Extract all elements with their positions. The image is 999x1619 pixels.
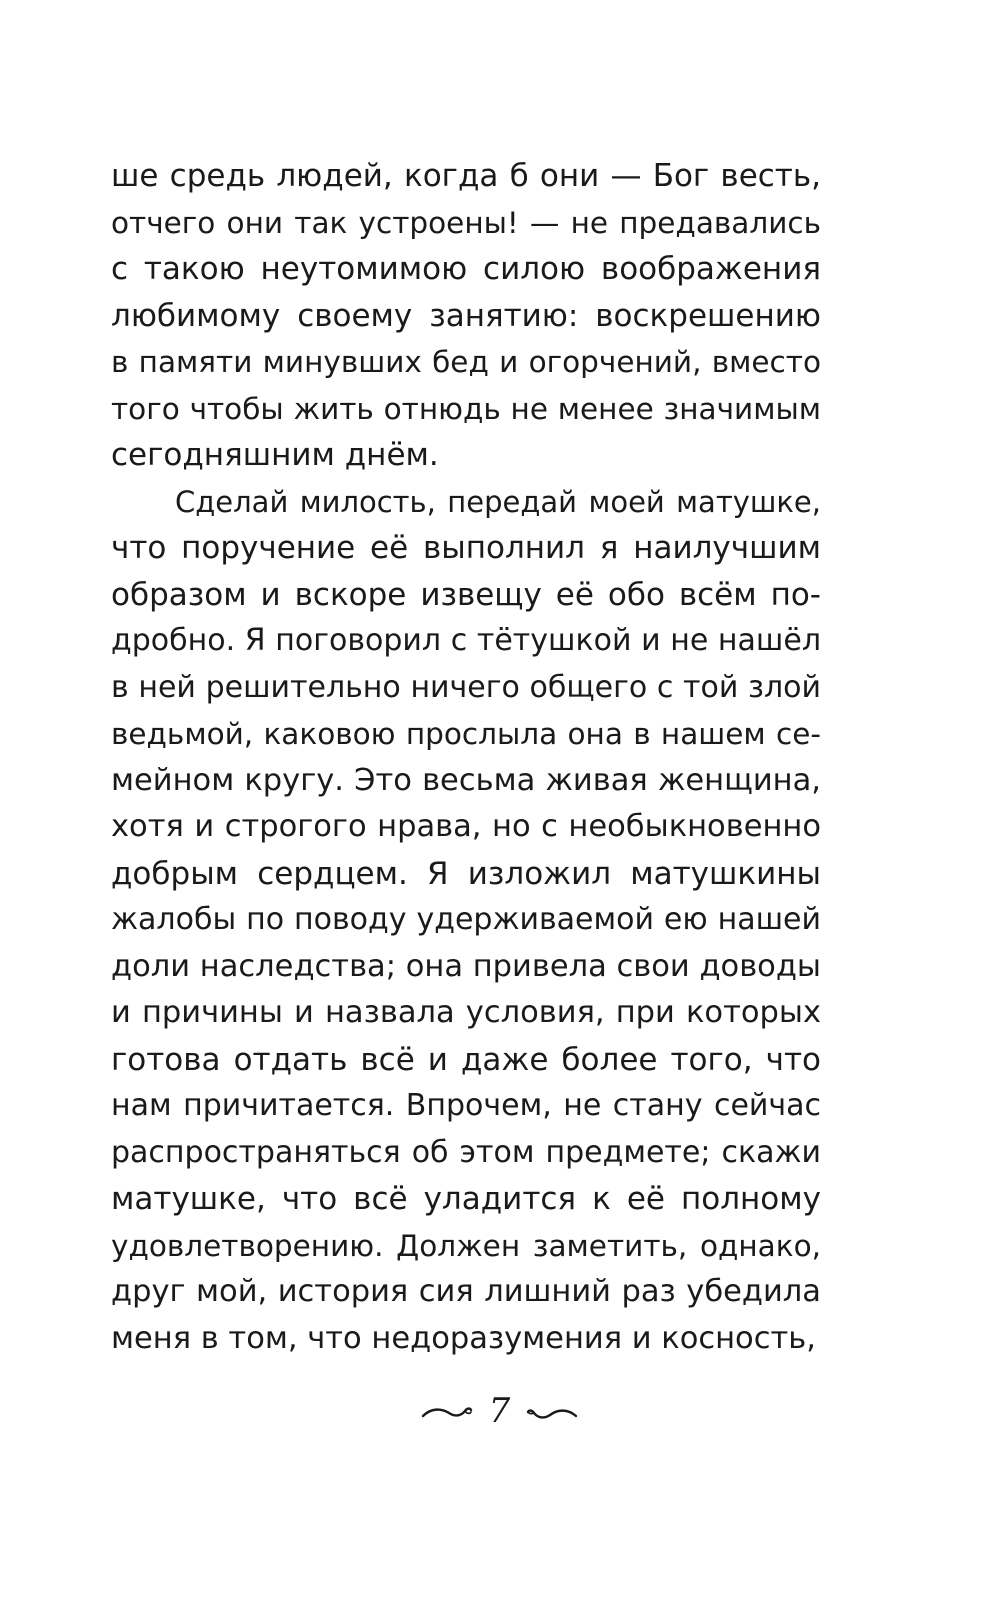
text-line: мейном кругу. Это весьма живая женщина, bbox=[111, 762, 821, 798]
text-line: жалобы по поводу удерживаемой ею нашей bbox=[111, 902, 821, 937]
text-line: того чтобы жить отнюдь не менее значимым bbox=[111, 391, 821, 426]
text-line: сегодняшним днём. bbox=[111, 437, 439, 473]
text-line: удовлетворению. Должен заметить, однако, bbox=[111, 1228, 821, 1263]
text-line: Сделай милость, передай моей матушке, bbox=[175, 484, 821, 519]
text-line: отчего они так устроены! — не предавались bbox=[111, 205, 821, 240]
text-line: распространяться об этом предмете; скажи bbox=[111, 1134, 821, 1170]
text-line: ведьмой, каковою прослыла она в нашем се- bbox=[111, 717, 821, 751]
text-line: любимому своему занятию: воскрешению bbox=[111, 297, 821, 334]
text-line: дробно. Я поговорил с тётушкой и не нашёл bbox=[111, 623, 821, 658]
text-line: доли наследства; она привела свои доводы bbox=[111, 948, 821, 984]
text-line: готова отдать всё и даже более того, что bbox=[111, 1041, 821, 1078]
page-folio bbox=[0, 1386, 999, 1436]
text-line: матушке, что всё уладится к её полному bbox=[111, 1181, 821, 1217]
text-line: и причины и назвала условия, при которых bbox=[111, 995, 821, 1030]
text-line: друг мой, история сия лишний раз убедила bbox=[111, 1274, 821, 1309]
paragraph bbox=[111, 479, 821, 1363]
page-number: 7 bbox=[488, 1391, 511, 1431]
paragraph bbox=[111, 153, 821, 479]
text-line: что поручение её выполнил я наилучшим bbox=[111, 530, 821, 566]
body-text bbox=[111, 153, 821, 1362]
text-line: в памяти минувших бед и огорчений, вместо bbox=[111, 345, 821, 379]
right-flourish-icon bbox=[526, 1399, 578, 1423]
text-line: образом и вскоре извещу её обо всём по- bbox=[111, 576, 821, 613]
text-line: в ней решительно ничего общего с той злой bbox=[111, 669, 821, 705]
text-line: ше средь людей, когда б они — Бог весть, bbox=[111, 158, 821, 194]
text-line: хотя и строгого нрава, но с необыкновенно bbox=[111, 809, 821, 844]
left-flourish-icon bbox=[421, 1399, 473, 1423]
text-line: с такою неутомимою силою воображения bbox=[111, 251, 821, 287]
text-line: добрым сердцем. Я изложил матушкины bbox=[111, 855, 821, 892]
text-line: нам причитается. Впрочем, не стану сейчас bbox=[111, 1088, 821, 1123]
text-line: меня в том, что недоразумения и косность, bbox=[111, 1320, 816, 1356]
